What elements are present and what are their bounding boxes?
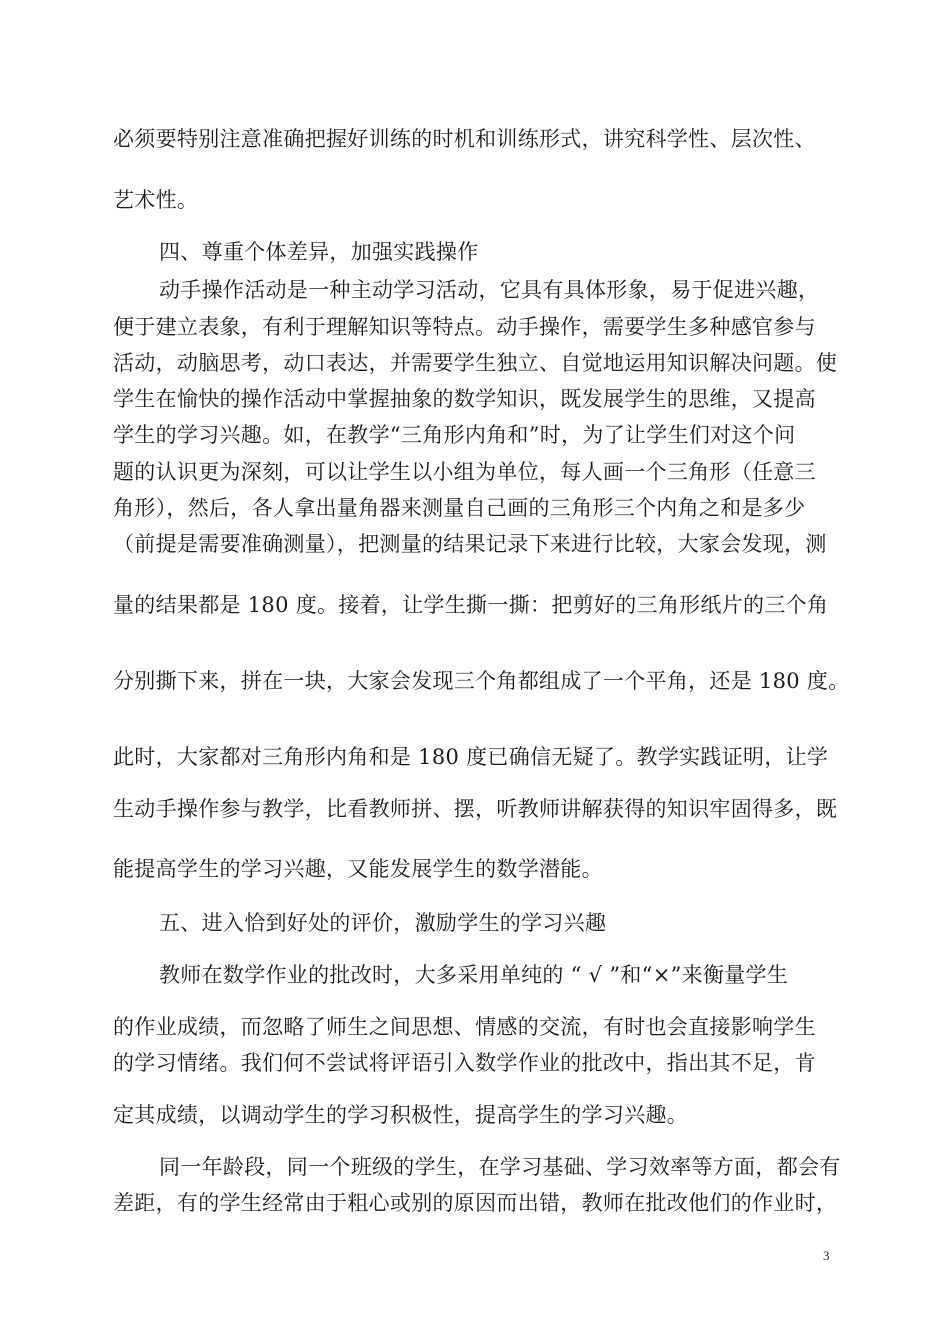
text-line: 必须要特别注意准确把握好训练的时机和训练形式，讲究科学性、层次性、	[113, 127, 816, 151]
text-line: 教师在数学作业的批改时，大多采用单纯的 “ √ ”和“×”来衡量学生	[159, 963, 789, 987]
text-line: 学生的学习兴趣。如，在教学“三角形内角和”时，为了让学生们对这个问	[113, 423, 796, 447]
text-line: 便于建立表象，有利于理解知识等特点。动手操作，需要学生多种感官参与	[113, 315, 816, 339]
text-line: 艺术性。	[113, 188, 199, 212]
text-line: 的学习情绪。我们何不尝试将评语引入数学作业的批改中，指出其不足，肯	[113, 1051, 816, 1075]
text-line: 此时，大家都对三角形内角和是 180 度已确信无疑了。教学实践证明，让学	[113, 745, 829, 769]
page-number: 3	[823, 1248, 830, 1263]
text-line: （前提是需要准确测量），把测量的结果记录下来进行比较，大家会发现，测	[113, 532, 827, 556]
text-line: 学生在愉快的操作活动中掌握抽象的数学知识，既发展学生的思维，又提高	[113, 387, 816, 411]
text-line: 差距，有的学生经常由于粗心或别的原因而出错，教师在批改他们的作业时，	[113, 1191, 838, 1215]
text-line: 量的结果都是 180 度。接着，让学生撕一撕：把剪好的三角形纸片的三个角	[113, 593, 829, 617]
text-line: 同一年龄段，同一个班级的学生，在学习基础、学习效率等方面，都会有	[159, 1155, 841, 1179]
section-heading: 五、进入恰到好处的评价，激励学生的学习兴趣	[159, 911, 607, 935]
text-line: 的作业成绩，而忽略了师生之间思想、情感的交流，有时也会直接影响学生	[113, 1015, 816, 1039]
text-line: 动手操作活动是一种主动学习活动，它具有具体形象，易于促进兴趣，	[159, 278, 820, 302]
text-line: 活动，动脑思考，动口表达，并需要学生独立、自觉地运用知识解决问题。使	[113, 351, 838, 375]
text-line: 定其成绩，以调动学生的学习积极性，提高学生的学习兴趣。	[113, 1103, 689, 1127]
section-heading: 四、尊重个体差异，加强实践操作	[159, 240, 479, 264]
text-line: 能提高学生的学习兴趣，又能发展学生的数学潜能。	[113, 857, 603, 881]
text-line: 题的认识更为深刻，可以让学生以小组为单位，每人画一个三角形（任意三	[113, 460, 816, 484]
text-line: 生动手操作参与教学，比看教师拼、摆，听教师讲解获得的知识牢固得多，既	[113, 797, 838, 821]
text-line: 分别撕下来，拼在一块，大家会发现三个角都组成了一个平角，还是 180 度。	[113, 669, 850, 693]
text-line: 角形），然后，各人拿出量角器来测量自己画的三角形三个内角之和是多少	[113, 496, 806, 520]
